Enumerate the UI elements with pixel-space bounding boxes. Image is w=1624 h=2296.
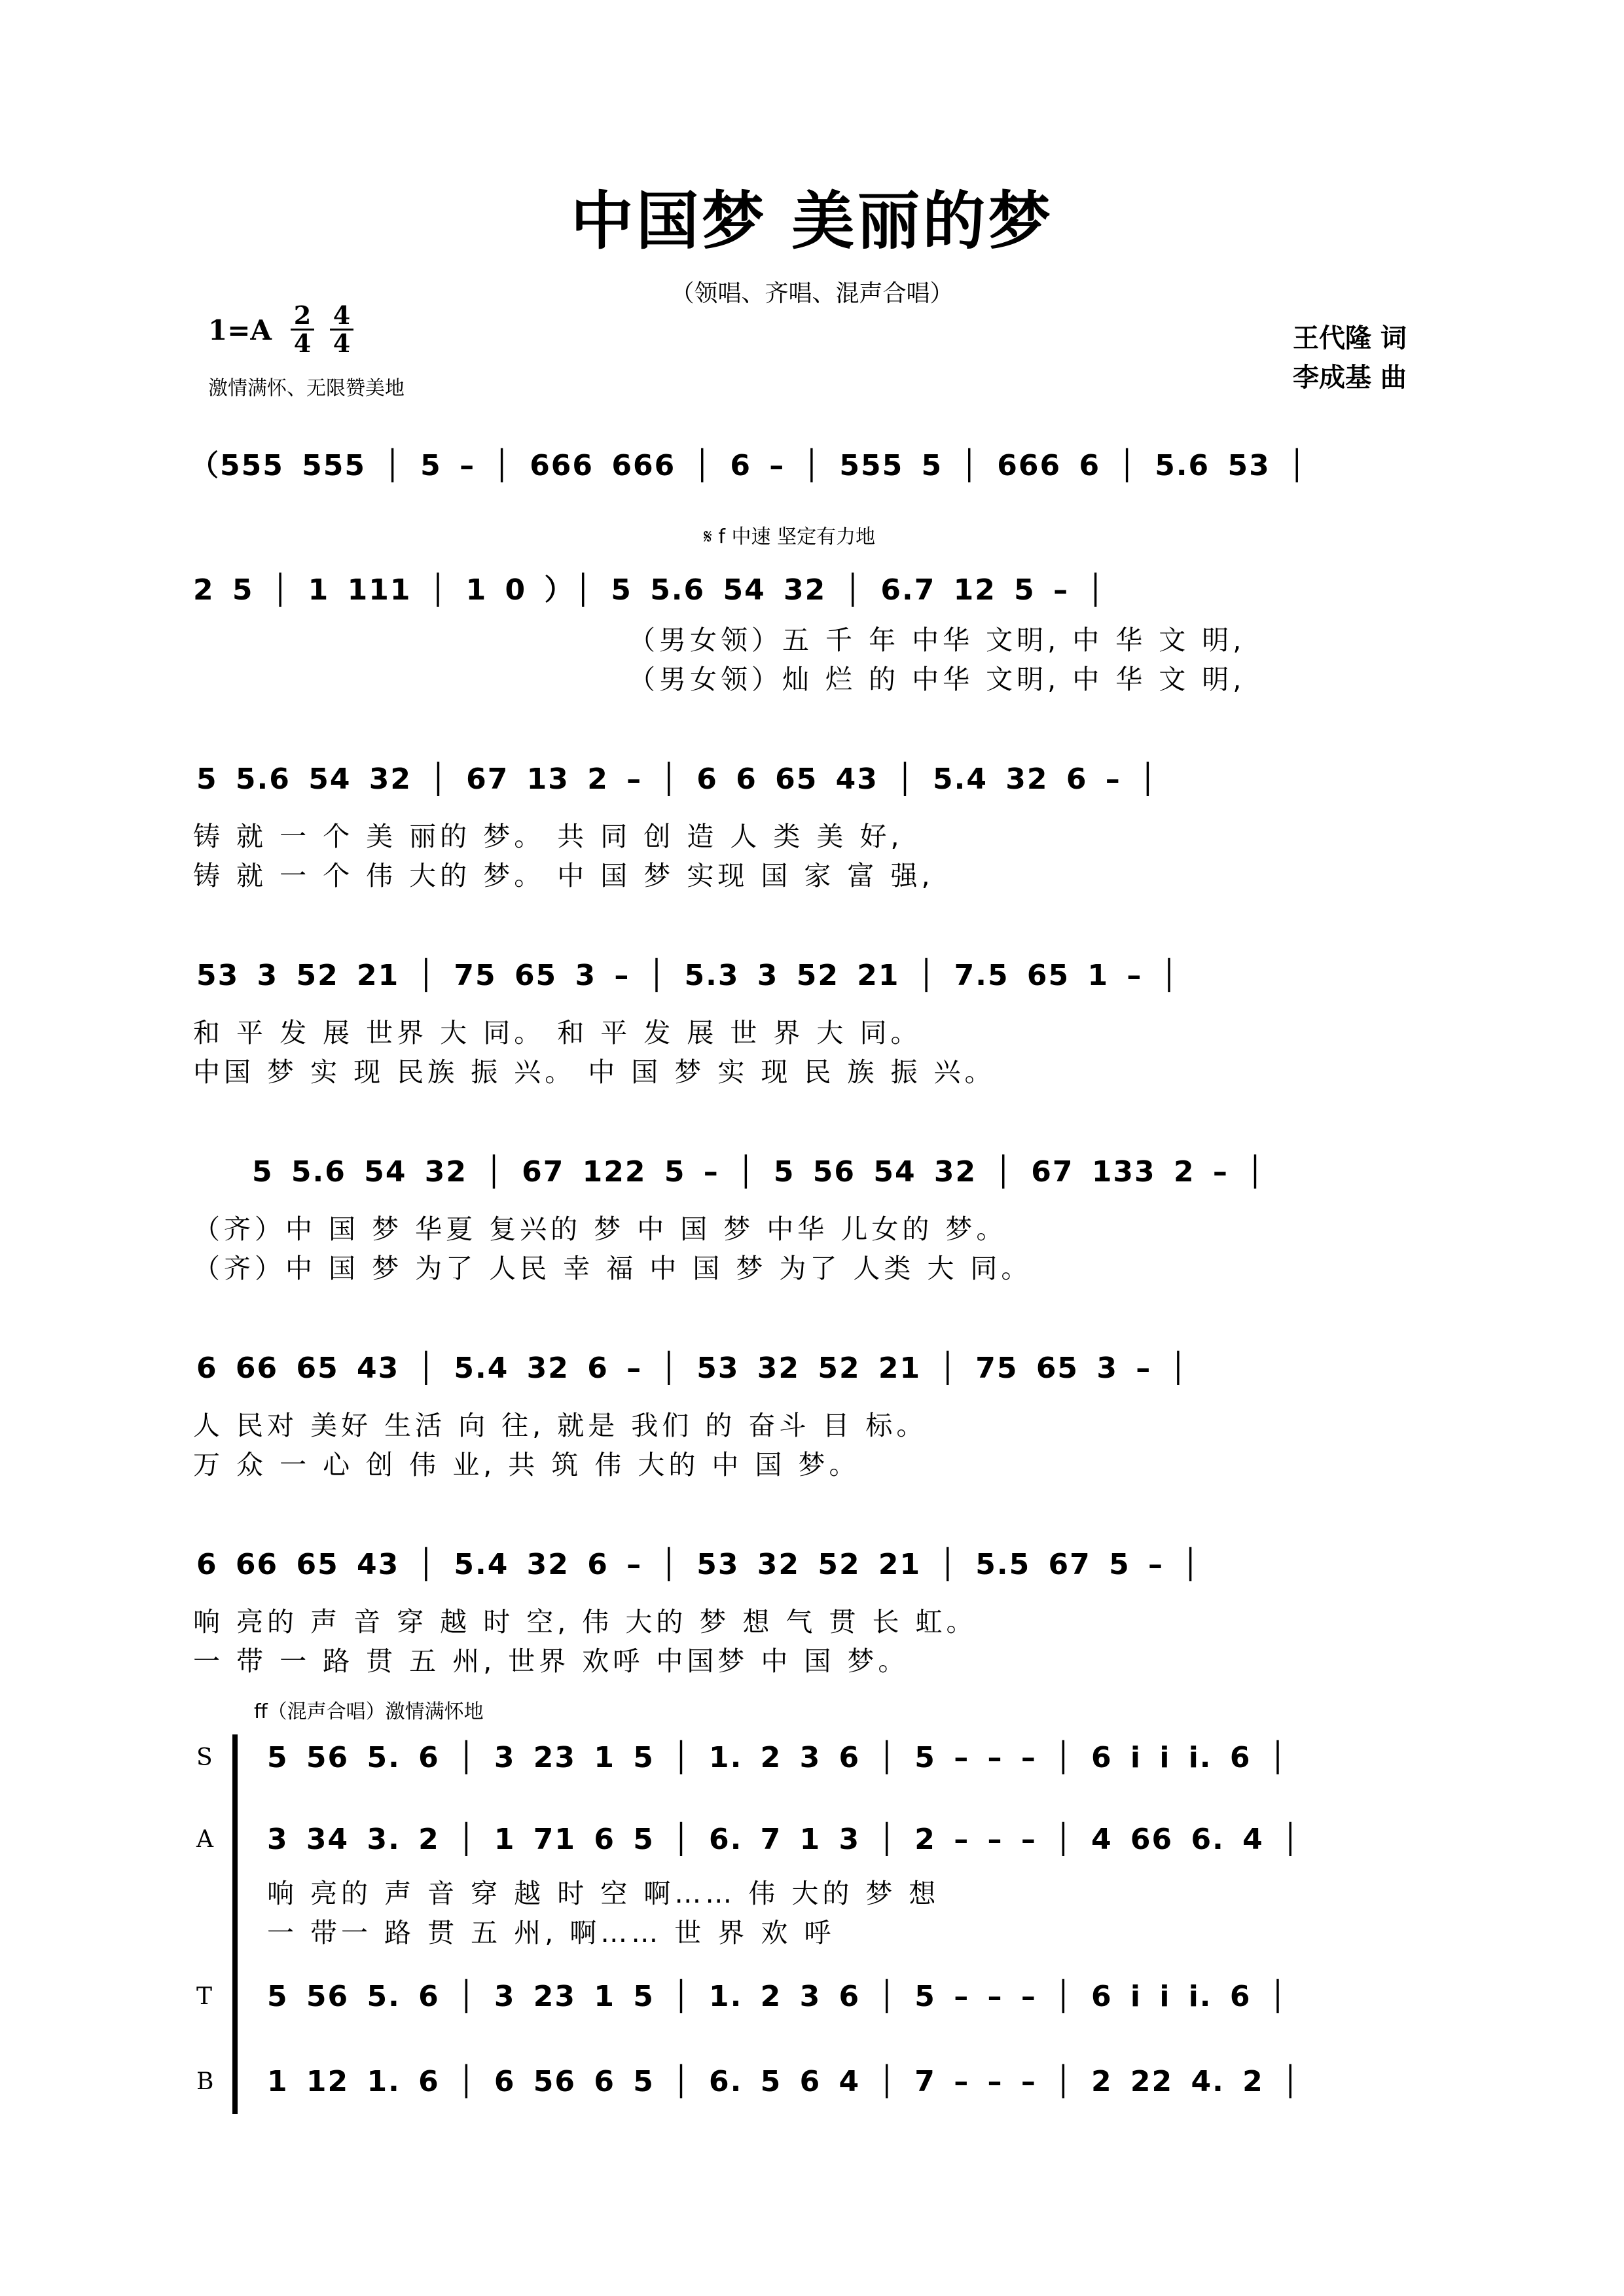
- lyric-line: 万 众 一 心 创 伟 业, 共 筑 伟 大的 中 国 梦。: [193, 1449, 860, 1480]
- lyric-line: 中国 梦 实 现 民族 振 兴。 中 国 梦 实 现 民 族 振 兴。: [193, 1056, 996, 1088]
- notation-row: 53 3 52 21 │ 75 65 3 – │ 5.3 3 52 21 │ 7.5 65 1 – │: [196, 959, 1180, 992]
- meter-bottom: 4: [293, 329, 312, 358]
- notation-row: （555 555 │ 5 – │ 666 666 │ 6 – │ 555 5 │ 666 6 │ 5.6 53 │: [190, 449, 1307, 482]
- meter-bottom: 4: [333, 329, 351, 358]
- lyric-line: （男女领）灿 烂 的 中华 文明, 中 华 文 明,: [628, 664, 1246, 695]
- lyric-line: 一 带 一 路 贯 五 州, 世界 欢呼 中国梦 中 国 梦。: [193, 1645, 909, 1677]
- choir-lyric-line: 响 亮的 声 音 穿 越 时 空 啊…… 伟 大的 梦 想: [267, 1878, 940, 1909]
- time-signature-2-4: [289, 302, 316, 357]
- tenor-label: T: [196, 1983, 213, 2010]
- notation-row: 5 5.6 54 32 │ 67 122 5 – │ 5 56 54 32 │ 67 133 2 – │: [252, 1155, 1265, 1189]
- composer: 李成基 曲: [1293, 363, 1407, 393]
- subtitle: （领唱、齐唱、混声合唱）: [670, 280, 954, 307]
- notation-row: 6 66 65 43 │ 5.4 32 6 – │ 53 32 52 21 │ 75 65 3 – │: [196, 1352, 1189, 1385]
- meter-top: 4: [333, 300, 351, 330]
- lyric-line: 和 平 发 展 世界 大 同。 和 平 发 展 世 界 大 同。: [193, 1017, 922, 1049]
- lyric-line: 铸 就 一 个 伟 大的 梦。 中 国 梦 实现 国 家 富 强,: [193, 860, 934, 891]
- lyric-line: （齐）中 国 梦 为了 人民 幸 福 中 国 梦 为了 人类 大 同。: [193, 1253, 1032, 1284]
- soprano-notes: 5 56 5. 6 │ 3 23 1 5 │ 1. 2 3 6 │ 5 – – – │ 6 i i i. 6 │: [267, 1741, 1288, 1774]
- lyric-line: 响 亮的 声 音 穿 越 时 空, 伟 大的 梦 想 气 贯 长 虹。: [193, 1606, 977, 1638]
- key-signature: 1=A: [208, 314, 272, 346]
- time-signature-4-4: [329, 302, 355, 357]
- tempo-mark: 𝄋 f 中速 坚定有力地: [704, 526, 876, 548]
- expression-mark: 激情满怀、无限赞美地: [208, 377, 405, 400]
- choir-lyric-line: 一 带一 路 贯 五 州, 啊…… 世 界 欢 呼: [267, 1917, 835, 1948]
- alto-label: A: [196, 1826, 213, 1853]
- lyric-line: （齐）中 国 梦 华夏 复兴的 梦 中 国 梦 中华 儿女的 梦。: [193, 1213, 1007, 1245]
- notation-row: 2 5 │ 1 111 │ 1 0 ）│ 5 5.6 54 32 │ 6.7 12 5 – │: [193, 573, 1106, 607]
- notation-row: 5 5.6 54 32 │ 67 13 2 – │ 6 6 65 43 │ 5.4 32 6 – │: [196, 762, 1158, 796]
- alto-notes: 3 34 3. 2 │ 1 71 6 5 │ 6. 7 1 3 │ 2 – – – │ 4 66 6. 4 │: [267, 1823, 1301, 1856]
- lyric-line: 铸 就 一 个 美 丽的 梦。 共 同 创 造 人 类 美 好,: [193, 821, 903, 852]
- lyric-line: （男女领）五 千 年 中华 文明, 中 华 文 明,: [628, 624, 1246, 656]
- tenor-notes: 5 56 5. 6 │ 3 23 1 5 │ 1. 2 3 6 │ 5 – – – │ 6 i i i. 6 │: [267, 1980, 1288, 2013]
- soprano-label: S: [196, 1744, 213, 1771]
- bass-notes: 1 12 1. 6 │ 6 56 6 5 │ 6. 5 6 4 │ 7 – – – │ 2 22 4. 2 │: [267, 2065, 1301, 2098]
- lyric-line: 人 民对 美好 生活 向 往, 就是 我们 的 奋斗 目 标。: [193, 1410, 928, 1441]
- chorus-mark: ff（混声合唱）激情满怀地: [254, 1700, 484, 1723]
- page-title: 中国梦 美丽的梦: [570, 184, 1054, 258]
- notation-row: 6 66 65 43 │ 5.4 32 6 – │ 53 32 52 21 │ 5.5 67 5 – │: [196, 1548, 1200, 1581]
- choir-bracket: [232, 1734, 238, 2114]
- bass-label: B: [196, 2068, 214, 2095]
- lyricist: 王代隆 词: [1293, 323, 1407, 353]
- meter-top: 2: [293, 300, 312, 330]
